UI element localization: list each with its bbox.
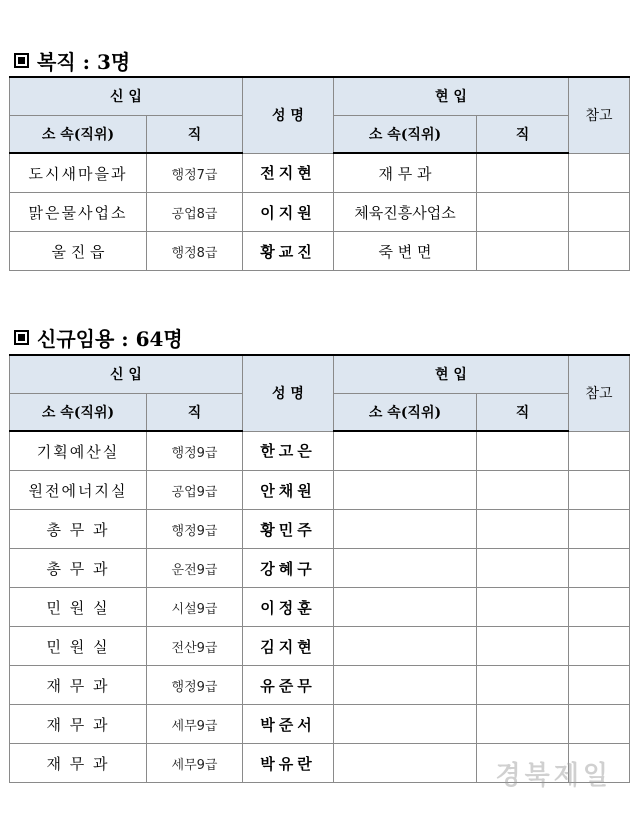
cur-dept-cell: 재 무 과: [334, 153, 477, 193]
cur-rank-cell: [477, 471, 569, 510]
note-cell: [569, 627, 630, 666]
note-cell: [569, 705, 630, 744]
note-cell: [569, 193, 630, 232]
dept-cell: 민 원 실: [10, 588, 147, 627]
note-cell: [569, 471, 630, 510]
dept-cell: 도시새마을과: [10, 153, 147, 193]
table-row: [10, 232, 630, 271]
cur-rank-cell: [477, 705, 569, 744]
header-name: 성 명: [243, 355, 334, 431]
name-cell: 김지현: [243, 627, 334, 666]
rank-cell: 행정9급: [147, 431, 243, 471]
dept-cell: 울 진 읍: [10, 232, 147, 271]
cur-dept-cell: [334, 744, 477, 783]
header-new-post: 신 입: [10, 355, 243, 393]
dept-cell: 총 무 과: [10, 510, 147, 549]
dept-cell: 재 무 과: [10, 666, 147, 705]
header-cur-rank: 직: [477, 115, 569, 153]
dept-cell: 원전에너지실: [10, 471, 147, 510]
section-title-reinstatement: [14, 46, 130, 75]
name-cell: 황교진: [243, 232, 334, 271]
rank-cell: 행정9급: [147, 510, 243, 549]
table-row: [10, 510, 630, 549]
dept-cell: 총 무 과: [10, 549, 147, 588]
header-dept: 소 속(직위): [10, 115, 147, 153]
rank-cell: 공업9급: [147, 471, 243, 510]
rank-cell: 운전9급: [147, 549, 243, 588]
rank-cell: 행정9급: [147, 666, 243, 705]
rank-cell: 세무9급: [147, 705, 243, 744]
table-row: [10, 705, 630, 744]
header-new-post: 신 입: [10, 77, 243, 115]
rank-cell: 시설9급: [147, 588, 243, 627]
table-row: [10, 666, 630, 705]
note-cell: [569, 588, 630, 627]
header-rank: 직: [147, 393, 243, 431]
cur-rank-cell: [477, 232, 569, 271]
table-row: [10, 431, 630, 471]
name-cell: 이지원: [243, 193, 334, 232]
cur-dept-cell: 죽 변 면: [334, 232, 477, 271]
dept-cell: 재 무 과: [10, 705, 147, 744]
header-cur-rank: 직: [477, 393, 569, 431]
table-row: [10, 153, 630, 193]
dept-cell: 재 무 과: [10, 744, 147, 783]
square-bullet-icon: [14, 330, 29, 345]
note-cell: [569, 431, 630, 471]
note-cell: [569, 510, 630, 549]
new-hires-table: [9, 354, 630, 783]
cur-dept-cell: [334, 431, 477, 471]
square-bullet-icon: [14, 53, 29, 68]
note-cell: [569, 549, 630, 588]
name-cell: 황민주: [243, 510, 334, 549]
table-row: [10, 627, 630, 666]
cur-dept-cell: [334, 705, 477, 744]
header-name: 성 명: [243, 77, 334, 153]
header-note: 참고: [569, 355, 630, 431]
header-dept: 소 속(직위): [10, 393, 147, 431]
dept-cell: 기획예산실: [10, 431, 147, 471]
cur-dept-cell: [334, 588, 477, 627]
name-cell: 전지현: [243, 153, 334, 193]
name-cell: 강혜구: [243, 549, 334, 588]
section-title-text: 복직 : 3명: [37, 50, 131, 74]
name-cell: 이정훈: [243, 588, 334, 627]
cur-dept-cell: [334, 471, 477, 510]
rank-cell: 행정7급: [147, 153, 243, 193]
cur-rank-cell: [477, 510, 569, 549]
table-row: [10, 471, 630, 510]
header-cur-dept: 소 속(직위): [334, 115, 477, 153]
dept-cell: 맑은물사업소: [10, 193, 147, 232]
header-rank: 직: [147, 115, 243, 153]
rank-cell: 행정8급: [147, 232, 243, 271]
note-cell: [569, 666, 630, 705]
table-row: [10, 549, 630, 588]
cur-dept-cell: [334, 666, 477, 705]
rank-cell: 세무9급: [147, 744, 243, 783]
header-cur-dept: 소 속(직위): [334, 393, 477, 431]
header-current-post: 현 입: [334, 355, 569, 393]
note-cell: [569, 153, 630, 193]
table-row: [10, 193, 630, 232]
name-cell: 안채원: [243, 471, 334, 510]
note-cell: [569, 232, 630, 271]
dept-cell: 민 원 실: [10, 627, 147, 666]
name-cell: 한고은: [243, 431, 334, 471]
cur-rank-cell: [477, 588, 569, 627]
rank-cell: 전산9급: [147, 627, 243, 666]
header-current-post: 현 입: [334, 77, 569, 115]
cur-rank-cell: [477, 431, 569, 471]
section-title-new-hires: [14, 323, 183, 352]
cur-rank-cell: [477, 627, 569, 666]
cur-rank-cell: [477, 666, 569, 705]
table-row: [10, 588, 630, 627]
cur-rank-cell: [477, 153, 569, 193]
reinstatement-table: [9, 76, 630, 271]
cur-dept-cell: [334, 627, 477, 666]
name-cell: 박준서: [243, 705, 334, 744]
section-title-text: 신규임용 : 64명: [37, 327, 183, 351]
rank-cell: 공업8급: [147, 193, 243, 232]
cur-dept-cell: [334, 549, 477, 588]
cur-rank-cell: [477, 549, 569, 588]
watermark-logo: 경북제일: [495, 761, 612, 791]
name-cell: 박유란: [243, 744, 334, 783]
cur-rank-cell: [477, 193, 569, 232]
cur-dept-cell: [334, 510, 477, 549]
cur-dept-cell: 체육진흥사업소: [334, 193, 477, 232]
name-cell: 유준무: [243, 666, 334, 705]
header-note: 참고: [569, 77, 630, 153]
